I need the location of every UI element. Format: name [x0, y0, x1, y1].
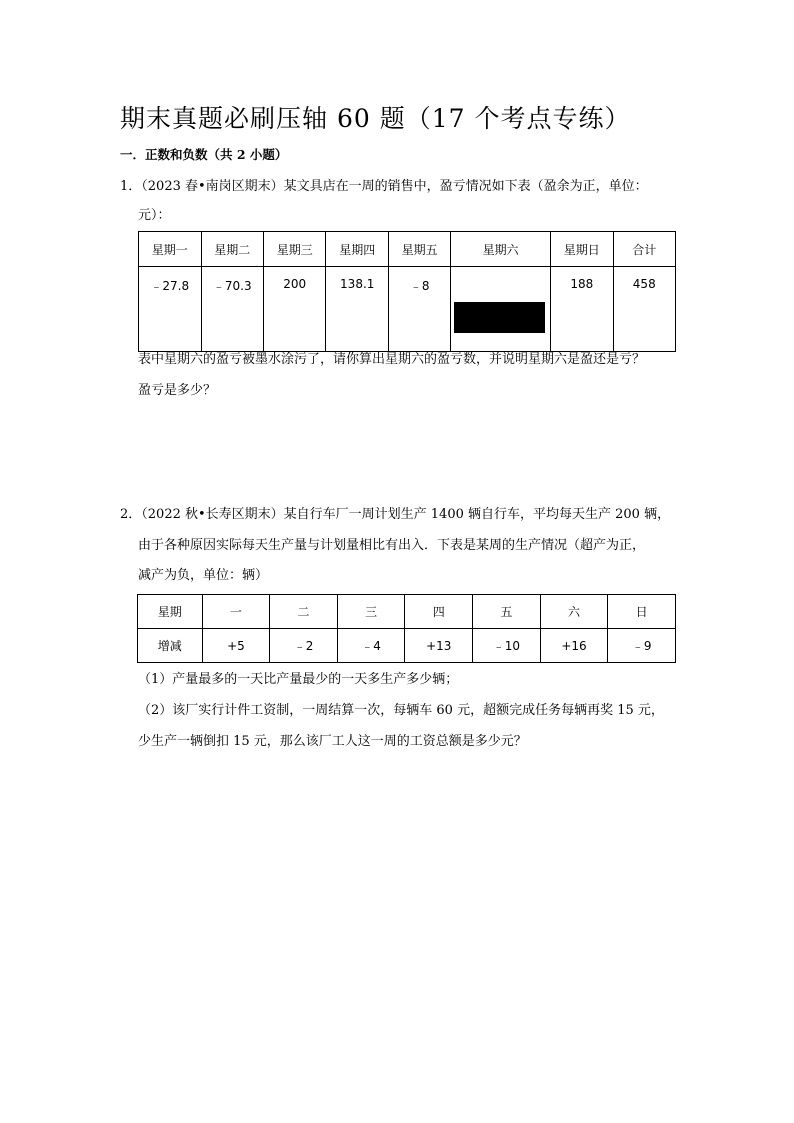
page-title: 期末真题必刷压轴 60 题（17 个考点专练）: [120, 104, 631, 133]
q1-line-3: 表中星期六的盈亏被墨水涂污了，请你算出星期六的盈亏数，并说明星期六是盈还是亏？: [138, 352, 646, 367]
q1-line-4: 盈亏是多少？: [138, 383, 217, 398]
header-cell: 一: [202, 595, 270, 629]
value-cell: +13: [405, 629, 473, 663]
header-cell: 日: [608, 595, 676, 629]
value-cell: 138.1: [326, 267, 389, 352]
header-cell: 星期: [138, 595, 203, 629]
header-cell: 四: [405, 595, 473, 629]
value-cell: 188: [551, 267, 613, 352]
value-cell: ﹣9: [608, 629, 676, 663]
value-cell: +5: [202, 629, 270, 663]
q1-line-2: 元）：: [138, 208, 171, 223]
header-cell: 星期六: [451, 232, 551, 267]
value-cell: ﹣10: [473, 629, 541, 663]
header-cell: 合计: [613, 232, 676, 267]
q2-production-table: [137, 594, 676, 663]
header-cell: 星期二: [201, 232, 264, 267]
table-header-row: [139, 232, 676, 267]
value-cell: +16: [540, 629, 608, 663]
q2-sub-1: （1）产量最多的一天比产量最少的一天多生产多少辆；: [138, 672, 459, 687]
table-header-row: [138, 595, 676, 629]
header-cell: 五: [473, 595, 541, 629]
section-heading: 一．正数和负数（共 2 小题）: [120, 147, 288, 162]
header-cell: 星期四: [326, 232, 389, 267]
header-cell: 星期日: [551, 232, 613, 267]
q2-sub-2-line-1: （2）该厂实行计件工资制，一周结算一次，每辆车 60 元，超额完成任务每辆再奖 15 元，: [138, 703, 664, 718]
saturday-cell: [451, 267, 551, 352]
header-cell: 六: [540, 595, 608, 629]
header-cell: 星期三: [264, 232, 326, 267]
header-cell: 二: [270, 595, 338, 629]
value-cell: ﹣4: [337, 629, 405, 663]
header-cell: 星期一: [139, 232, 202, 267]
value-cell: ﹣2: [270, 629, 338, 663]
value-cell: ﹣27.8: [139, 267, 202, 352]
value-cell: 458: [613, 267, 676, 352]
q2-line-3: 减产为负，单位：辆）: [138, 568, 269, 583]
ink-blot: [454, 302, 545, 333]
q2-sub-2-line-2: 少生产一辆倒扣 15 元，那么该厂工人这一周的工资总额是多少元？: [138, 734, 527, 749]
header-cell: 三: [337, 595, 405, 629]
value-cell: 200: [264, 267, 326, 352]
q1-profit-table: [138, 231, 676, 352]
table-row: [139, 267, 676, 352]
value-cell: ﹣70.3: [201, 267, 264, 352]
value-cell: ﹣8: [389, 267, 451, 352]
q2-line-2: 由于各种原因实际每天生产量与计划量相比有出入．下表是某周的生产情况（超产为正，: [138, 538, 646, 553]
value-cell: 增减: [138, 629, 203, 663]
table-row: [138, 629, 676, 663]
header-cell: 星期五: [389, 232, 451, 267]
q2-line-1: 2．（2022 秋•长寿区期末）某自行车厂一周计划生产 1400 辆自行车，平均每天生产 200 辆，: [120, 507, 671, 522]
q1-line-1: 1．（2023 春•南岗区期末）某文具店在一周的销售中，盈亏情况如下表（盈余为正，单位：: [120, 179, 648, 194]
